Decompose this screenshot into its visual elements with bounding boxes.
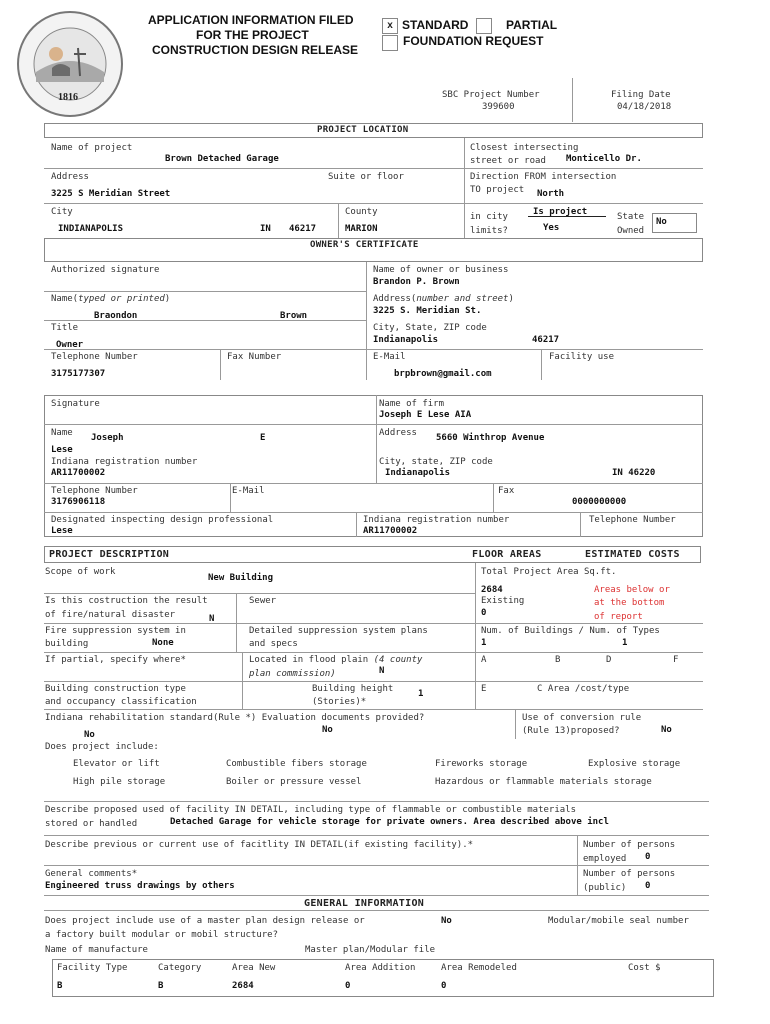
facility-type-header: Facility Type <box>57 963 128 973</box>
include-combustible-fibers[interactable]: Combustible fibers storage <box>226 759 367 769</box>
category-header: Category <box>158 963 202 973</box>
area-new-value[interactable]: 2684 <box>232 981 254 991</box>
form-title-line-1: APPLICATION INFORMATION FILED <box>148 13 354 27</box>
include-explosive[interactable]: Explosive storage <box>588 759 681 769</box>
inspecting-phone-label: Telephone Number <box>589 515 676 525</box>
direction-label-2: TO project <box>470 185 525 195</box>
conversion-rule-label-1: Use of conversion rule <box>522 713 642 723</box>
conversion-rule-label-2: (Rule 13)proposed? <box>522 726 620 736</box>
master-plan-file-label: Master plan/Modular file <box>305 945 436 955</box>
flood-plain-label-2: plan commission) <box>249 669 336 679</box>
describe-use-label-1: Describe proposed used of facility IN DETAIL, including type of flammable or combustible materials <box>45 805 577 815</box>
zip-value[interactable]: 46217 <box>289 224 317 234</box>
total-area-value[interactable]: 2684 <box>481 585 503 595</box>
master-plan-value[interactable]: No <box>441 916 452 926</box>
owner-phone-label: Telephone Number <box>51 352 138 362</box>
owner-csz-label: City, State, ZIP code <box>373 323 487 333</box>
general-comments-label: General comments* <box>45 869 138 879</box>
building-height-label-2: (Stories)* <box>312 697 367 707</box>
flood-plain-label: Located in flood plain (4 county <box>249 655 423 665</box>
designer-middle-initial[interactable]: E <box>260 433 266 443</box>
num-buildings-label: Num. of Buildings / Num. of Types <box>481 626 660 636</box>
owner-city-value[interactable]: Indianapolis <box>373 335 439 345</box>
filing-date-label: Filing Date <box>611 90 671 100</box>
county-value[interactable]: MARION <box>345 224 378 234</box>
county-label: County <box>345 207 378 217</box>
general-comments-value[interactable]: Engineered truss drawings by others <box>45 881 235 891</box>
designer-fax-value[interactable]: 0000000000 <box>572 497 627 507</box>
in-city-value[interactable]: Yes <box>543 223 560 233</box>
inspecting-professional-label: Designated inspecting design professional <box>51 515 274 525</box>
scope-value[interactable]: New Building <box>208 573 274 583</box>
rehab-standard-value-2[interactable]: No <box>84 730 95 740</box>
sbc-project-number-label: SBC Project Number <box>442 90 540 100</box>
designer-fax-label: Fax <box>498 486 515 496</box>
include-boiler[interactable]: Boiler or pressure vessel <box>226 777 362 787</box>
address-label: Address <box>51 172 89 182</box>
column-e: E <box>481 684 487 694</box>
project-include-label: Does project include: <box>45 742 159 752</box>
fire-result-label-2: of fire/natural disaster <box>45 610 176 620</box>
project-description-title: PROJECT DESCRIPTION <box>49 549 170 560</box>
owner-certificate-title: OWNER'S CERTIFICATE <box>310 240 419 250</box>
persons-employed-label-2: employed <box>583 854 627 864</box>
inspecting-professional-value[interactable]: Lese <box>51 526 73 536</box>
address-value[interactable]: 3225 S Meridian Street <box>51 189 171 199</box>
cost-header: Cost $ <box>628 963 661 973</box>
authorized-signature-label: Authorized signature <box>51 265 160 275</box>
foundation-label: FOUNDATION REQUEST <box>403 34 544 48</box>
rehab-standard-label: Indiana rehabilitation standard(Rule *) Evaluation documents provided? <box>45 713 425 723</box>
modular-seal-label: Modular/mobile seal number <box>548 916 689 926</box>
standard-label: STANDARD <box>402 18 469 32</box>
designer-email-label: E-Mail <box>232 486 265 496</box>
scope-label: Scope of work <box>45 567 116 577</box>
designer-city-value[interactable]: Indianapolis <box>385 468 451 478</box>
owner-address-label: Address(number and street) <box>373 294 514 304</box>
building-height-value[interactable]: 1 <box>418 689 424 699</box>
designer-address-value[interactable]: 5660 Winthrop Avenue <box>436 433 545 443</box>
designer-phone-label: Telephone Number <box>51 486 138 496</box>
construction-type-label-1: Building construction type <box>45 684 186 694</box>
project-name-label: Name of project <box>51 143 133 153</box>
suite-label: Suite or floor <box>328 172 404 182</box>
conversion-rule-value[interactable]: No <box>661 725 672 735</box>
form-title-line-2: FOR THE PROJECT <box>196 28 309 42</box>
owner-last-name[interactable]: Brown <box>280 311 308 321</box>
c-area-label: C Area /cost/type <box>537 684 630 694</box>
designer-reg-label: Indiana registration number <box>51 457 198 467</box>
general-info-title: GENERAL INFORMATION <box>304 898 425 909</box>
num-types-value[interactable]: 1 <box>622 638 628 648</box>
in-city-label-2: limits? <box>470 226 508 236</box>
fire-result-label-1: Is this costruction the result <box>45 596 208 606</box>
suppression-label-2: building <box>45 639 89 649</box>
column-d: D <box>606 655 612 665</box>
owner-first-name[interactable]: Braondon <box>94 311 138 321</box>
areas-note-2: at the bottom <box>594 598 665 608</box>
direction-value[interactable]: North <box>537 189 565 199</box>
designer-name-label: Name <box>51 428 73 438</box>
describe-use-value[interactable]: Detached Garage for vehicle storage for private owners. Area described above incl <box>170 817 609 827</box>
designer-state-zip-value[interactable]: IN 46220 <box>612 468 656 478</box>
owner-address-value[interactable]: 3225 S. Meridian St. <box>373 306 482 316</box>
filing-date: 04/18/2018 <box>617 102 672 112</box>
standard-checkbox[interactable]: x <box>382 18 398 34</box>
owner-phone-value[interactable]: 3175177307 <box>51 369 106 379</box>
state-value[interactable]: IN <box>260 224 271 234</box>
closest-street-label-1: Closest intersecting <box>470 143 579 153</box>
previous-use-label: Describe previous or current use of facitlity IN DETAIL(if existing facility).* <box>45 840 474 850</box>
include-high-pile[interactable]: High pile storage <box>73 777 166 787</box>
existing-label: Existing <box>481 596 525 606</box>
column-a: A <box>481 655 487 665</box>
designer-csz-label: City, state, ZIP code <box>379 457 493 467</box>
facility-use-label: Facility use <box>549 352 615 362</box>
inspecting-reg-label: Indiana registration number <box>363 515 510 525</box>
partial-checkbox[interactable] <box>476 18 492 34</box>
owner-name-label: Name of owner or business <box>373 265 509 275</box>
persons-public-label-2: (public) <box>583 883 627 893</box>
owner-name-value[interactable]: Brandon P. Brown <box>373 277 460 287</box>
building-height-label-1: Building height <box>312 684 394 694</box>
designer-signature-label: Signature <box>51 399 100 409</box>
closest-street-value[interactable]: Monticello Dr. <box>566 154 642 164</box>
construction-type-label-2: and occupancy classification <box>45 697 197 707</box>
sbc-project-number: 399600 <box>482 102 515 112</box>
flood-plain-value[interactable]: N <box>379 666 385 676</box>
master-plan-label-1: Does project include use of a master plan design release or <box>45 916 365 926</box>
area-addition-header: Area Addition <box>345 963 416 973</box>
category-value[interactable]: B <box>158 981 164 991</box>
city-value[interactable]: INDIANAPOLIS <box>58 224 124 234</box>
firm-name-label: Name of firm <box>379 399 445 409</box>
persons-employed-value[interactable]: 0 <box>645 852 651 862</box>
state-owned-value: No <box>656 217 667 227</box>
manufacture-label: Name of manufacture <box>45 945 148 955</box>
designer-phone-value[interactable]: 3176906118 <box>51 497 106 507</box>
direction-label-1: Direction FROM intersection <box>470 172 617 182</box>
designer-address-label: Address <box>379 428 417 438</box>
owner-email-label: E-Mail <box>373 352 406 362</box>
firm-name-value[interactable]: Joseph E Lese AIA <box>379 410 472 420</box>
in-city-label-1: in city <box>470 212 508 222</box>
fire-result-value[interactable]: N <box>209 614 215 624</box>
partial-label: PARTIAL <box>506 18 558 32</box>
foundation-checkbox[interactable] <box>382 35 398 51</box>
suppression-value[interactable]: None <box>152 638 174 648</box>
title-label: Title <box>51 323 79 333</box>
detailed-plans-label-2: and specs <box>249 639 298 649</box>
printed-name-label: Name(typed or printed) <box>51 294 171 304</box>
city-label: City <box>51 207 73 217</box>
include-elevator[interactable]: Elevator or lift <box>73 759 160 769</box>
include-hazardous[interactable]: Hazardous or flammable materials storage <box>435 777 652 787</box>
designer-reg-value[interactable]: AR11700002 <box>51 468 106 478</box>
num-buildings-value[interactable]: 1 <box>481 638 487 648</box>
include-fireworks[interactable]: Fireworks storage <box>435 759 528 769</box>
areas-note-1: Areas below or <box>594 585 670 595</box>
seal-year: 1816 <box>58 92 78 103</box>
title-value[interactable]: Owner <box>56 340 84 350</box>
persons-employed-label-1: Number of persons <box>583 840 676 850</box>
form-title-line-3: CONSTRUCTION DESIGN RELEASE <box>152 43 359 57</box>
owner-zip-value[interactable]: 46217 <box>532 335 560 345</box>
partial-where-label: If partial, specify where* <box>45 655 186 665</box>
owner-fax-label: Fax Number <box>227 352 282 362</box>
estimated-costs-title: ESTIMATED COSTS <box>585 549 680 560</box>
suppression-label-1: Fire suppression system in <box>45 626 186 636</box>
total-area-label: Total Project Area Sq.ft. <box>481 567 617 577</box>
state-owned-label-1: State <box>617 212 645 222</box>
owner-email-value[interactable]: brpbrown@gmail.com <box>394 369 492 379</box>
closest-street-label-2: street or road <box>470 156 546 166</box>
sewer-label: Sewer <box>249 596 277 606</box>
project-name-value[interactable]: Brown Detached Garage <box>165 154 279 164</box>
is-project-label: Is project <box>533 207 588 217</box>
persons-public-value[interactable]: 0 <box>645 881 651 891</box>
designer-last-name[interactable]: Lese <box>51 445 73 455</box>
area-remodeled-header: Area Remodeled <box>441 963 517 973</box>
designer-first-name[interactable]: Joseph <box>91 433 124 443</box>
state-owned-label-2: Owned <box>617 226 645 236</box>
area-addition-value[interactable]: 0 <box>345 981 351 991</box>
floor-areas-title: FLOOR AREAS <box>472 549 542 560</box>
area-new-header: Area New <box>232 963 276 973</box>
persons-public-label-1: Number of persons <box>583 869 676 879</box>
area-remodeled-value[interactable]: 0 <box>441 981 447 991</box>
rehab-standard-value[interactable]: No <box>322 725 333 735</box>
areas-note-3: of report <box>594 612 643 622</box>
inspecting-reg-value[interactable]: AR11700002 <box>363 526 418 536</box>
master-plan-label-2: a factory built modular or mobil structure? <box>45 930 278 940</box>
state-seal <box>16 10 124 118</box>
column-f: F <box>673 655 679 665</box>
facility-type-value[interactable]: B <box>57 981 63 991</box>
project-location-title: PROJECT LOCATION <box>317 125 409 135</box>
describe-use-label-2: stored or handled <box>45 819 138 829</box>
column-b: B <box>555 655 561 665</box>
detailed-plans-label-1: Detailed suppression system plans <box>249 626 428 636</box>
existing-value[interactable]: 0 <box>481 608 487 618</box>
